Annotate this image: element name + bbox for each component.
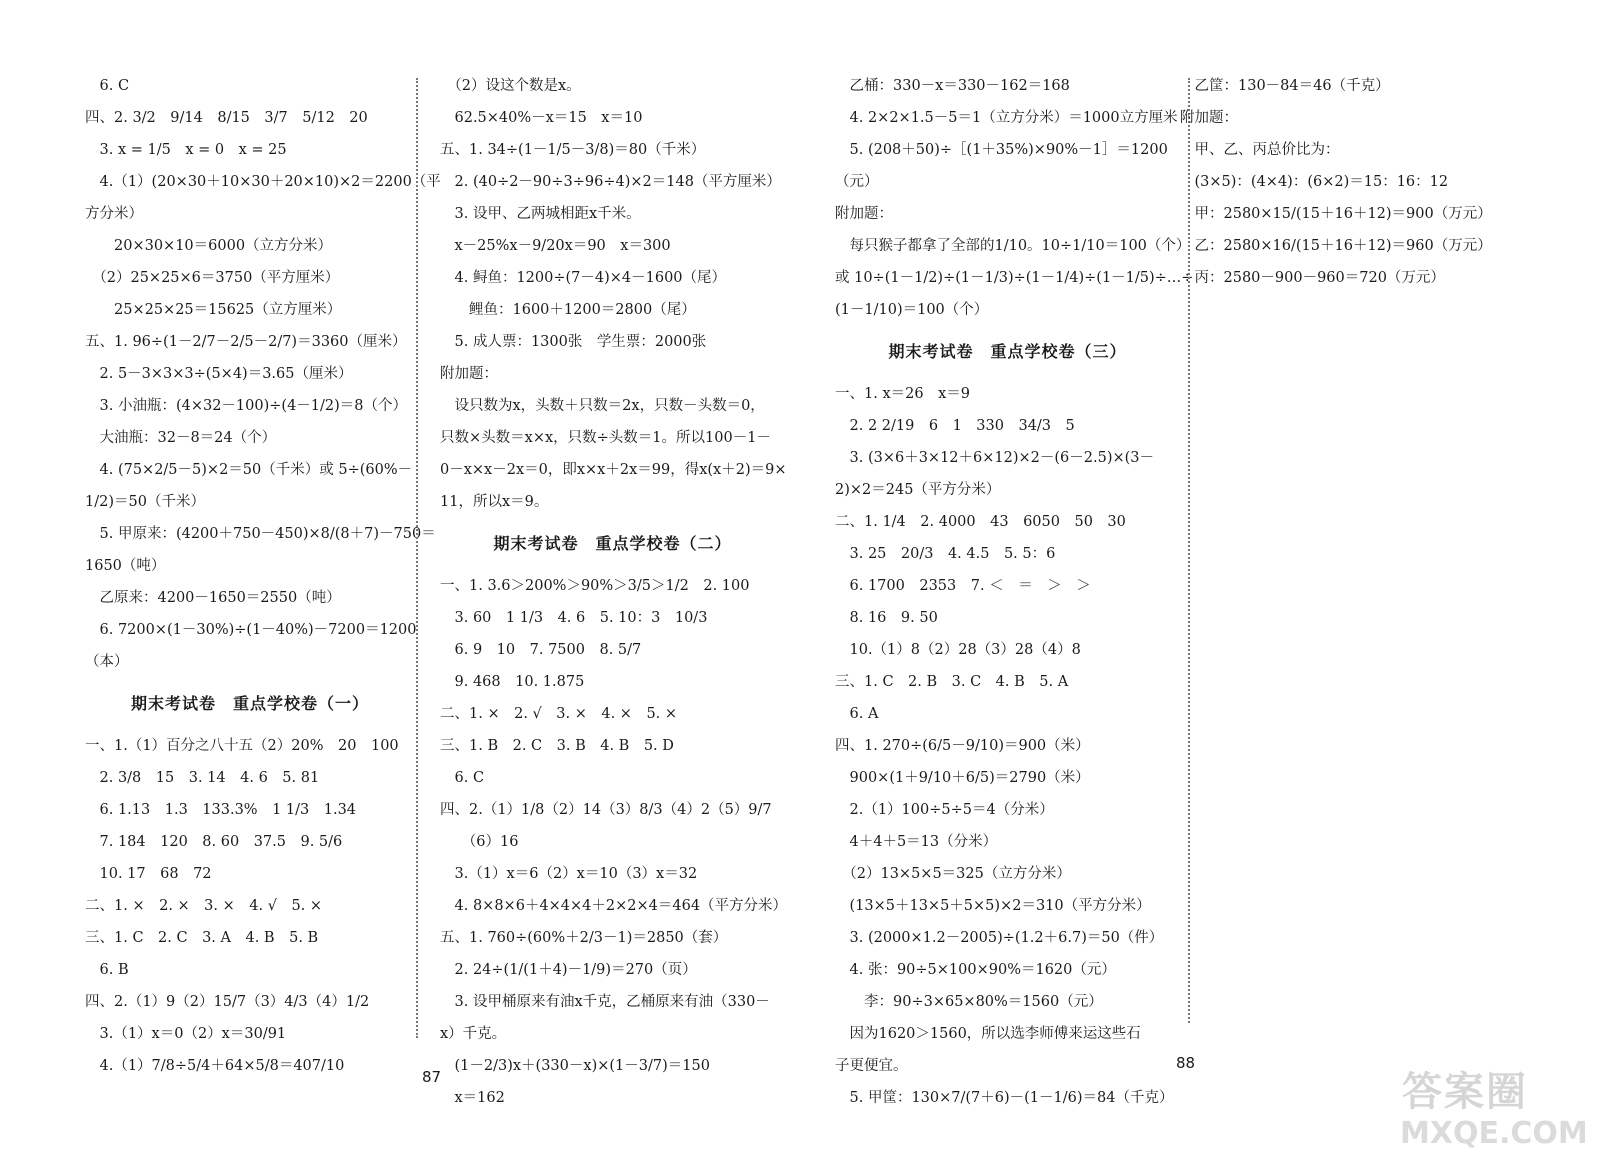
answer-line: (1－2/3)x＋(330－x)×(1－3/7)＝150	[440, 1058, 710, 1074]
answer-line: 甲：2580×15/(15＋16＋12)＝900（万元）	[1180, 206, 1492, 222]
answer-line: 三、1. C 2. C 3. A 4. B 5. B	[85, 930, 319, 946]
answer-line: 2. (40÷2－90÷3÷96÷4)×2＝148（平方厘米）	[440, 174, 781, 190]
answer-line: 只数×头数＝x×x，只数÷头数＝1。所以100－1－	[440, 430, 771, 446]
answer-line: 2. 2 2/19 6 1 330 34/3 5	[835, 418, 1075, 434]
answer-line: 或 10÷(1－1/2)÷(1－1/3)÷(1－1/4)÷(1－1/5)÷…÷	[835, 270, 1194, 286]
answer-line: 二、1. 1/4 2. 4000 43 6050 50 30	[835, 514, 1126, 530]
answer-line: 11，所以x＝9。	[440, 494, 549, 510]
answer-line: 6. 1700 2353 7. ＜ ＝ ＞ ＞	[835, 578, 1091, 594]
answer-line: 五、1. 760÷(60%＋2/3－1)＝2850（套）	[440, 930, 728, 946]
answer-line: 6. C	[85, 78, 130, 94]
answer-column-4	[1180, 70, 1492, 294]
answer-line: 鲤鱼：1600＋1200＝2800（尾）	[440, 302, 696, 318]
answer-line: 3. 设甲、乙两城相距x千米。	[440, 206, 641, 222]
answer-line: 4＋4＋5＝13（分米）	[835, 834, 998, 850]
answer-line: 6. 9 10 7. 7500 8. 5/7	[440, 642, 642, 658]
answer-line: 3. (3×6＋3×12＋6×12)×2－(6－2.5)×(3－	[835, 450, 1155, 466]
answer-column-2	[440, 70, 788, 1114]
answer-line: （2）设这个数是x。	[440, 78, 581, 94]
column-divider-left	[416, 78, 418, 1038]
section-title: 期末考试卷 重点学校卷（一）	[130, 694, 369, 713]
answer-line: (1－1/10)＝100（个）	[835, 302, 989, 318]
answer-line: 6. 1.13 1.3 133.3% 1 1/3 1.34	[85, 802, 357, 818]
section-title: 期末考试卷 重点学校卷（三）	[888, 342, 1127, 361]
answer-line: 5. (208＋50)÷［(1＋35%)×90%－1］＝1200	[835, 142, 1168, 158]
answer-line: 0－x×x－2x＝0，即x×x＋2x＝99，得x(x＋2)＝9×	[440, 462, 787, 478]
answer-line: 附加题：	[835, 206, 893, 222]
answer-line: 4. 2×2×1.5－5＝1（立方分米）＝1000立方厘米	[835, 110, 1178, 126]
answer-line: （2）13×5×5＝325（立方分米）	[835, 866, 1071, 882]
answer-line: 4.（1）(20×30＋10×30＋20×10)×2＝2200（平	[85, 174, 441, 190]
answer-line: 4. (75×2/5－5)×2＝50（千米）或 5÷(60%－	[85, 462, 413, 478]
answer-line: 二、1. × 2. × 3. × 4. √ 5. ×	[85, 898, 323, 914]
answer-line: 五、1. 96÷(1－2/7－2/5－2/7)＝3360（厘米）	[85, 334, 407, 350]
answer-line: 5. 成人票：1300张 学生票：2000张	[440, 334, 707, 350]
answer-line: 10. 17 68 72	[85, 866, 212, 882]
answer-line: 4.（1）7/8÷5/4＋64×5/8＝407/10	[85, 1058, 345, 1074]
answer-line: 三、1. B 2. C 3. B 4. B 5. D	[440, 738, 674, 754]
answer-line: 一、1. 3.6＞200%＞90%＞3/5＞1/2 2. 100	[440, 578, 750, 594]
section-title: 期末考试卷 重点学校卷（二）	[493, 534, 732, 553]
answer-line: 乙桶：330－x＝330－162＝168	[835, 78, 1070, 94]
answer-line: 4. 8×8×6＋4×4×4＋2×2×4＝464（平方分米）	[440, 898, 788, 914]
answer-line: 子更便宜。	[835, 1058, 908, 1074]
answer-line: 甲、乙、丙总价比为：	[1180, 142, 1340, 158]
answer-line: 四、2.（1）9（2）15/7（3）4/3（4）1/2	[85, 994, 370, 1010]
answer-line: 3. 25 20/3 4. 4.5 5. 5：6	[835, 546, 1056, 562]
answer-line: 乙：2580×16/(15＋16＋12)＝960（万元）	[1180, 238, 1492, 254]
answer-line: 1/2)＝50（千米）	[85, 494, 205, 510]
answer-line: 6. B	[85, 962, 129, 978]
answer-column-1	[85, 70, 441, 1082]
answer-line: 2. 5－3×3×3÷(5×4)＝3.65（厘米）	[85, 366, 353, 382]
answer-line: 4. 张：90÷5×100×90%＝1620（元）	[835, 962, 1116, 978]
answer-line: 每只猴子都拿了全部的1/10。10÷1/10＝100（个）	[835, 238, 1191, 254]
answer-line: 7. 184 120 8. 60 37.5 9. 5/6	[85, 834, 343, 850]
answer-line: 2.（1）100÷5÷5＝4（分米）	[835, 802, 1054, 818]
answer-line: 乙原来：4200－1650＝2550（吨）	[85, 590, 341, 606]
answer-line: 900×(1＋9/10＋6/5)＝2790（米）	[835, 770, 1090, 786]
answer-line: 一、1.（1）百分之八十五（2）20% 20 100	[85, 738, 399, 754]
page-number-left: 87	[422, 1068, 442, 1086]
answer-line: 3. 设甲桶原来有油x千克，乙桶原来有油（330－	[440, 994, 770, 1010]
answer-line: 25×25×25＝15625（立方厘米）	[85, 302, 342, 318]
answer-line: 附加题：	[1180, 110, 1238, 126]
answer-line: 2. 24÷(1/(1＋4)－1/9)＝270（页）	[440, 962, 697, 978]
answer-line: (3×5)：(4×4)：(6×2)＝15：16：12	[1180, 174, 1449, 190]
answer-line: 因为1620＞1560，所以选李师傅来运这些石	[835, 1026, 1141, 1042]
answer-line: 5. 甲原来：(4200＋750－450)×8/(8＋7)－750＝	[85, 526, 436, 542]
answer-line: 20×30×10＝6000（立方分米）	[85, 238, 333, 254]
answer-line: 五、1. 34÷(1－1/5－3/8)＝80（千米）	[440, 142, 706, 158]
answer-line: 2)×2＝245（平方分米）	[835, 482, 1001, 498]
answer-line: 3. (2000×1.2－2005)÷(1.2＋6.7)＝50（件）	[835, 930, 1164, 946]
answer-line: 1650（吨）	[85, 558, 166, 574]
answer-line: （元）	[835, 174, 879, 190]
answer-line: 附加题：	[440, 366, 498, 382]
answer-line: 10.（1）8（2）28（3）28（4）8	[835, 642, 1081, 658]
answer-line: 3. 60 1 1/3 4. 6 5. 10：3 10/3	[440, 610, 708, 626]
answer-line: 8. 16 9. 50	[835, 610, 938, 626]
answer-line: x－25%x－9/20x＝90 x＝300	[440, 238, 671, 254]
answer-line: 6. A	[835, 706, 879, 722]
watermark-logo	[1400, 1060, 1588, 1162]
answer-line: x＝162	[440, 1090, 505, 1106]
answer-line: （本）	[85, 654, 129, 670]
answer-line: 6. C	[440, 770, 485, 786]
answer-line: 李：90÷3×65×80%＝1560（元）	[835, 994, 1103, 1010]
answer-line: 62.5×40%－x＝15 x＝10	[440, 110, 643, 126]
answer-line: 三、1. C 2. B 3. C 4. B 5. A	[835, 674, 1069, 690]
answer-line: 3.（1）x＝6（2）x＝10（3）x＝32	[440, 866, 698, 882]
answer-line: 3. x = 1/5 x = 0 x = 25	[85, 142, 287, 158]
answer-line: 方分米）	[85, 206, 143, 222]
answer-line: 设只数为x，头数＋只数＝2x，只数－头数＝0，	[440, 398, 765, 414]
answer-line: x）千克。	[440, 1026, 507, 1042]
answer-line: 4. 鲟鱼：1200÷(7－4)×4－1600（尾）	[440, 270, 727, 286]
answer-line: 四、2.（1）1/8（2）14（3）8/3（4）2（5）9/7	[440, 802, 772, 818]
answer-line: 3.（1）x＝0（2）x＝30/91	[85, 1026, 287, 1042]
answer-line: 6. 7200×(1－30%)÷(1－40%)－7200＝1200	[85, 622, 417, 638]
answer-line: 一、1. x＝26 x＝9	[835, 386, 970, 402]
answer-line: 大油瓶：32－8＝24（个）	[85, 430, 277, 446]
answer-line: 丙：2580－900－960＝720（万元）	[1180, 270, 1445, 286]
answer-line: 二、1. × 2. √ 3. × 4. × 5. ×	[440, 706, 678, 722]
watermark-text: 答案圈	[1402, 1069, 1528, 1115]
answer-line: （6）16	[440, 834, 519, 850]
page-number-right: 88	[1176, 1054, 1196, 1072]
answer-line: 3. 小油瓶：(4×32－100)÷(4－1/2)＝8（个）	[85, 398, 408, 414]
answer-line: 5. 甲筐：130×7/(7＋6)－(1－1/6)＝84（千克）	[835, 1090, 1174, 1106]
answer-line: 四、2. 3/2 9/14 8/15 3/7 5/12 20	[85, 110, 368, 126]
answer-line: 9. 468 10. 1.875	[440, 674, 585, 690]
answer-line: (13×5＋13×5＋5×5)×2＝310（平方分米）	[835, 898, 1151, 914]
watermark-url: MXQE.COM	[1400, 1116, 1588, 1151]
answer-line: 乙筐：130－84＝46（千克）	[1180, 78, 1390, 94]
answer-line: （2）25×25×6＝3750（平方厘米）	[85, 270, 340, 286]
answer-line: 四、1. 270÷(6/5－9/10)＝900（米）	[835, 738, 1090, 754]
answer-line: 2. 3/8 15 3. 14 4. 6 5. 81	[85, 770, 320, 786]
